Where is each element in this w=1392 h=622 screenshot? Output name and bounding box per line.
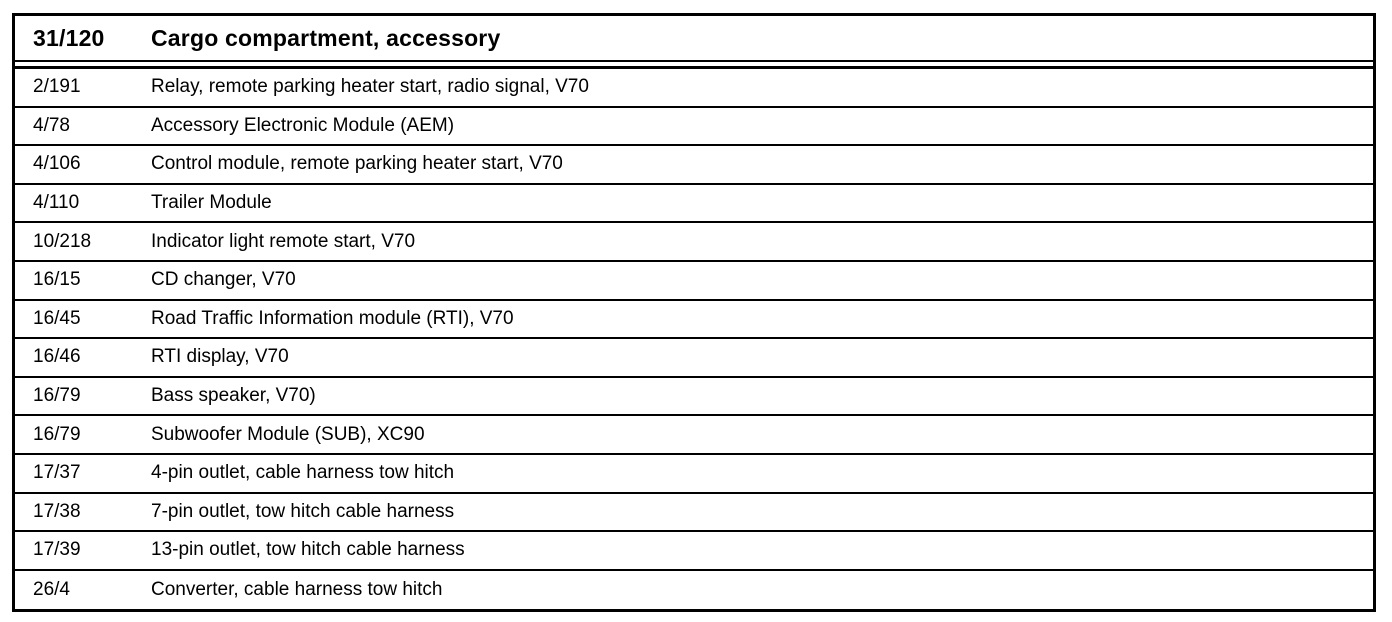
component-description: RTI display, V70 [151, 346, 289, 368]
table-row [15, 223, 1373, 262]
table-row [15, 532, 1373, 571]
component-code: 4/106 [33, 153, 81, 175]
table-row [15, 108, 1373, 147]
table-row [15, 571, 1373, 610]
table-row [15, 339, 1373, 378]
component-code: 16/45 [33, 307, 81, 329]
table-row [15, 262, 1373, 301]
component-description: Relay, remote parking heater start, radio signal, V70 [151, 76, 589, 98]
header-divider [15, 60, 1373, 69]
component-code: 17/37 [33, 462, 81, 484]
table-row [15, 455, 1373, 494]
component-description: Indicator light remote start, V70 [151, 230, 416, 252]
component-description: 7-pin outlet, tow hitch cable harness [151, 500, 455, 522]
component-code: 10/218 [33, 230, 92, 252]
component-code: 4/110 [33, 192, 80, 214]
component-description: 4-pin outlet, cable harness tow hitch [151, 462, 455, 484]
component-code: 17/39 [33, 539, 81, 561]
component-description: Subwoofer Module (SUB), XC90 [151, 423, 425, 445]
component-code: 17/38 [33, 500, 81, 522]
component-code: 4/78 [33, 114, 70, 136]
component-code: 26/4 [33, 579, 70, 601]
header-component-description: Cargo compartment, accessory [151, 24, 501, 51]
component-code: 16/79 [33, 423, 81, 445]
table-row [15, 185, 1373, 224]
component-description: 13-pin outlet, tow hitch cable harness [151, 539, 465, 561]
component-description: Control module, remote parking heater start, V70 [151, 153, 563, 175]
table-row [15, 69, 1373, 108]
component-description: Accessory Electronic Module (AEM) [151, 114, 455, 136]
component-code: 16/79 [33, 385, 81, 407]
component-description: Trailer Module [151, 192, 272, 214]
component-code: 16/46 [33, 346, 81, 368]
component-description: CD changer, V70 [151, 269, 296, 291]
component-table [12, 13, 1376, 612]
header-component-code: 31/120 [33, 24, 105, 51]
table-row [15, 301, 1373, 340]
component-code: 16/15 [33, 269, 81, 291]
component-description: Bass speaker, V70) [151, 385, 316, 407]
component-description: Converter, cable harness tow hitch [151, 579, 443, 601]
table-body [15, 69, 1373, 609]
component-code: 2/191 [33, 76, 81, 98]
component-description: Road Traffic Information module (RTI), V70 [151, 307, 514, 329]
table-row [15, 494, 1373, 533]
table-row [15, 378, 1373, 417]
table-row [15, 416, 1373, 455]
table-row [15, 146, 1373, 185]
table-header-row [15, 16, 1373, 60]
